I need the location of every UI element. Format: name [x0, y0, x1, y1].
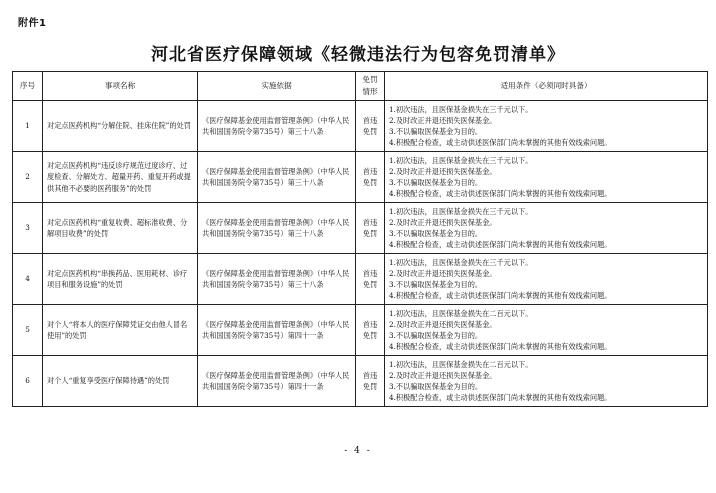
- exemption-type: 首违免罚: [356, 101, 385, 152]
- condition-line: 4.积极配合检查，或主动供述医保部门尚未掌握的其他有效线索问题。: [389, 189, 612, 199]
- condition-line: 1.初次违法，且医保基金损失在三千元以下。: [389, 104, 533, 114]
- table-row: [13, 356, 708, 407]
- header-basis: 实施依据: [198, 72, 356, 101]
- item-name: 对定点医药机构“重复收费、超标准收费、分解项目收费”的处罚: [43, 203, 198, 254]
- condition-line: 3.不以骗取医保基金为目的。: [389, 178, 483, 187]
- legal-basis: 《医疗保障基金使用监督管理条例》（中华人民共和国国务院令第735号）第三十八条: [198, 203, 356, 254]
- condition-line: 3.不以骗取医保基金为目的。: [389, 280, 483, 289]
- condition-line: 1.初次违法，且医保基金损失在三千元以下。: [389, 155, 533, 165]
- row-number: 1: [13, 101, 43, 152]
- penalty-exemption-table: [12, 71, 708, 407]
- table-row: [13, 203, 708, 254]
- condition-line: 2.及时改正并退还损失医保基金。: [389, 268, 497, 278]
- table-header-row: [13, 72, 708, 101]
- legal-basis: 《医疗保障基金使用监督管理条例》（中华人民共和国国务院令第735号）第四十一条: [198, 356, 356, 407]
- header-no: 序号: [13, 72, 43, 101]
- exemption-type: 首违免罚: [356, 254, 385, 305]
- header-item-name: 事项名称: [43, 72, 198, 101]
- condition-line: 2.及时改正并退还损失医保基金。: [389, 115, 497, 125]
- row-number: 2: [13, 152, 43, 203]
- condition-line: 4.积极配合检查，或主动供述医保部门尚未掌握的其他有效线索问题。: [389, 342, 612, 352]
- table-row: [13, 305, 708, 356]
- item-name: 对定点医药机构“分解住院、挂床住院”的处罚: [43, 101, 198, 152]
- legal-basis: 《医疗保障基金使用监督管理条例》（中华人民共和国国务院令第735号）第三十八条: [198, 101, 356, 152]
- conditions-cell: [385, 203, 708, 254]
- item-name: 对个人“将本人的医疗保障凭证交由他人冒名使用”的处罚: [43, 305, 198, 356]
- legal-basis: 《医疗保障基金使用监督管理条例》（中华人民共和国国务院令第735号）第四十一条: [198, 305, 356, 356]
- exemption-type: 首违免罚: [356, 203, 385, 254]
- exemption-type: 首违免罚: [356, 356, 385, 407]
- table-row: [13, 101, 708, 152]
- row-number: 6: [13, 356, 43, 407]
- item-name: 对个人“重复享受医疗保障待遇”的处罚: [43, 356, 198, 407]
- condition-line: 2.及时改正并退还损失医保基金。: [389, 319, 497, 329]
- condition-line: 2.及时改正并退还损失医保基金。: [389, 166, 497, 176]
- conditions-cell: [385, 254, 708, 305]
- conditions-cell: [385, 101, 708, 152]
- row-number: 4: [13, 254, 43, 305]
- exemption-type: 首违免罚: [356, 152, 385, 203]
- condition-line: 3.不以骗取医保基金为目的。: [389, 229, 483, 238]
- condition-line: 1.初次违法，且医保基金损失在三千元以下。: [389, 206, 533, 216]
- item-name: 对定点医药机构“违反诊疗规范过度诊疗、过度检查、分解处方、超量开药、重复开药或提供其他不必要的医药服务”的处罚: [43, 152, 198, 203]
- table-body: [13, 101, 708, 407]
- conditions-cell: [385, 356, 708, 407]
- condition-line: 1.初次违法，且医保基金损失在三千元以下。: [389, 257, 533, 267]
- condition-line: 4.积极配合检查，或主动供述医保部门尚未掌握的其他有效线索问题。: [389, 291, 612, 301]
- header-exemption: 免罚情形: [356, 72, 385, 101]
- header-conditions: 适用条件（必须同时具备）: [385, 72, 708, 101]
- table-row: [13, 254, 708, 305]
- condition-line: 3.不以骗取医保基金为目的。: [389, 127, 483, 136]
- document-title: 河北省医疗保障领域《轻微违法行为包容免罚清单》: [151, 45, 565, 65]
- table-row: [13, 152, 708, 203]
- condition-line: 4.积极配合检查，或主动供述医保部门尚未掌握的其他有效线索问题。: [389, 138, 612, 148]
- condition-line: 1.初次违法，且医保基金损失在二百元以下。: [389, 308, 533, 318]
- item-name: 对定点医药机构“串换药品、医用耗材、诊疗项目和服务设施”的处罚: [43, 254, 198, 305]
- condition-line: 3.不以骗取医保基金为目的。: [389, 331, 483, 340]
- condition-line: 1.初次违法，且医保基金损失在二百元以下。: [389, 359, 533, 369]
- row-number: 5: [13, 305, 43, 356]
- legal-basis: 《医疗保障基金使用监督管理条例》（中华人民共和国国务院令第735号）第三十八条: [198, 152, 356, 203]
- condition-line: 3.不以骗取医保基金为目的。: [389, 382, 483, 391]
- condition-line: 4.积极配合检查，或主动供述医保部门尚未掌握的其他有效线索问题。: [389, 240, 612, 250]
- condition-line: 2.及时改正并退还损失医保基金。: [389, 370, 497, 380]
- legal-basis: 《医疗保障基金使用监督管理条例》（中华人民共和国国务院令第735号）第三十八条: [198, 254, 356, 305]
- condition-line: 4.积极配合检查，或主动供述医保部门尚未掌握的其他有效线索问题。: [389, 393, 612, 403]
- conditions-cell: [385, 305, 708, 356]
- conditions-cell: [385, 152, 708, 203]
- attachment-label: 附件1: [18, 18, 47, 29]
- condition-line: 2.及时改正并退还损失医保基金。: [389, 217, 497, 227]
- row-number: 3: [13, 203, 43, 254]
- page-number: - 4 -: [344, 446, 372, 456]
- exemption-type: 首违免罚: [356, 305, 385, 356]
